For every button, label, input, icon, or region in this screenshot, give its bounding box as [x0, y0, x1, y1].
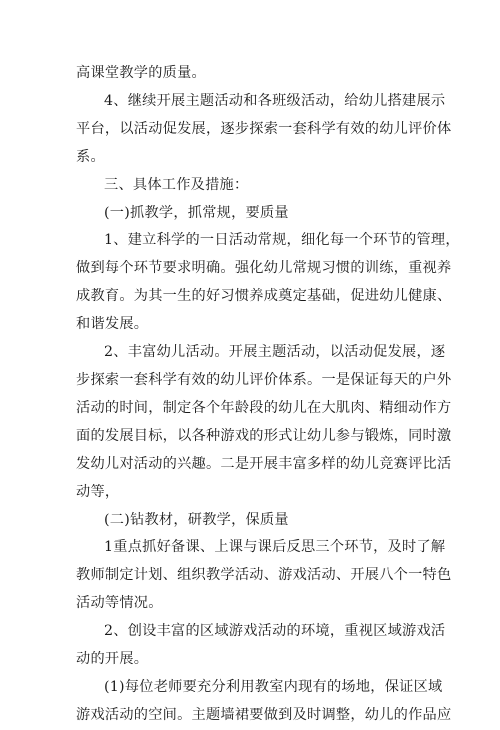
paragraph: [76, 534, 452, 618]
text-line: 做到每个环节要求明确。强化幼儿常规习惯的训练，重视养: [76, 260, 452, 277]
text-line: (一)抓教学，抓常规，要质量: [104, 204, 289, 221]
text-line: 动等，: [76, 483, 120, 500]
text-line: 2、丰富幼儿活动。开展主题活动，以活动促发展，逐: [104, 344, 446, 361]
text-line: 4、继续开展主题活动和各班级活动，给幼儿搭建展示: [104, 92, 446, 109]
text-line: 活动的时间，制定各个年龄段的幼儿在大肌肉、精细动作方: [76, 399, 452, 416]
text-line: 面的发展目标，以各种游戏的形式让幼儿参与锻炼，同时激: [76, 427, 452, 444]
paragraph: [76, 200, 436, 228]
text-line: 教师制定计划、组织教学活动、游戏活动、开展八个一特色: [76, 567, 452, 584]
paragraph: [76, 172, 436, 200]
paragraph: [76, 674, 452, 730]
paragraph: [76, 507, 436, 535]
paragraph: [76, 60, 436, 88]
text-line: 和谐发展。: [76, 316, 149, 333]
text-line: 三、具体工作及措施：: [104, 176, 249, 193]
text-line: 平台，以活动促发展，逐步探索一套科学有效的幼儿评价体: [76, 120, 452, 137]
text-line: 活动等情况。: [76, 595, 163, 612]
text-line: 游戏活动的空间。主题墙裙要做到及时调整，幼儿的作品应: [76, 706, 452, 723]
text-line: (二)钻教材，研教学，保质量: [104, 511, 289, 528]
text-line: 成教育。为其一生的好习惯养成奠定基础，促进幼儿健康、: [76, 288, 452, 305]
text-line: 系。: [76, 148, 105, 165]
document-page: [76, 60, 460, 730]
paragraph: [76, 339, 452, 506]
text-line: (1)每位老师要充分利用教室内现有的场地，保证区域: [104, 678, 443, 695]
text-line: 1、建立科学的一日活动常规，细化每一个环节的管理，: [104, 232, 460, 249]
text-line: 发幼儿对活动的兴趣。二是开展丰富多样的幼儿竞赛评比活: [76, 455, 452, 472]
paragraph: [76, 88, 452, 172]
text-line: 高课堂教学的质量。: [76, 65, 206, 81]
text-line: 动的开展。: [76, 651, 149, 668]
paragraph: [76, 227, 460, 339]
text-line: 步探索一套科学有效的幼儿评价体系。一是保证每天的户外: [76, 371, 452, 388]
paragraph: [76, 618, 446, 674]
text-line: 1重点抓好备课、上课与课后反思三个环节，及时了解: [104, 539, 446, 556]
text-line: 2、创设丰富的区域游戏活动的环境，重视区域游戏活: [104, 623, 446, 640]
